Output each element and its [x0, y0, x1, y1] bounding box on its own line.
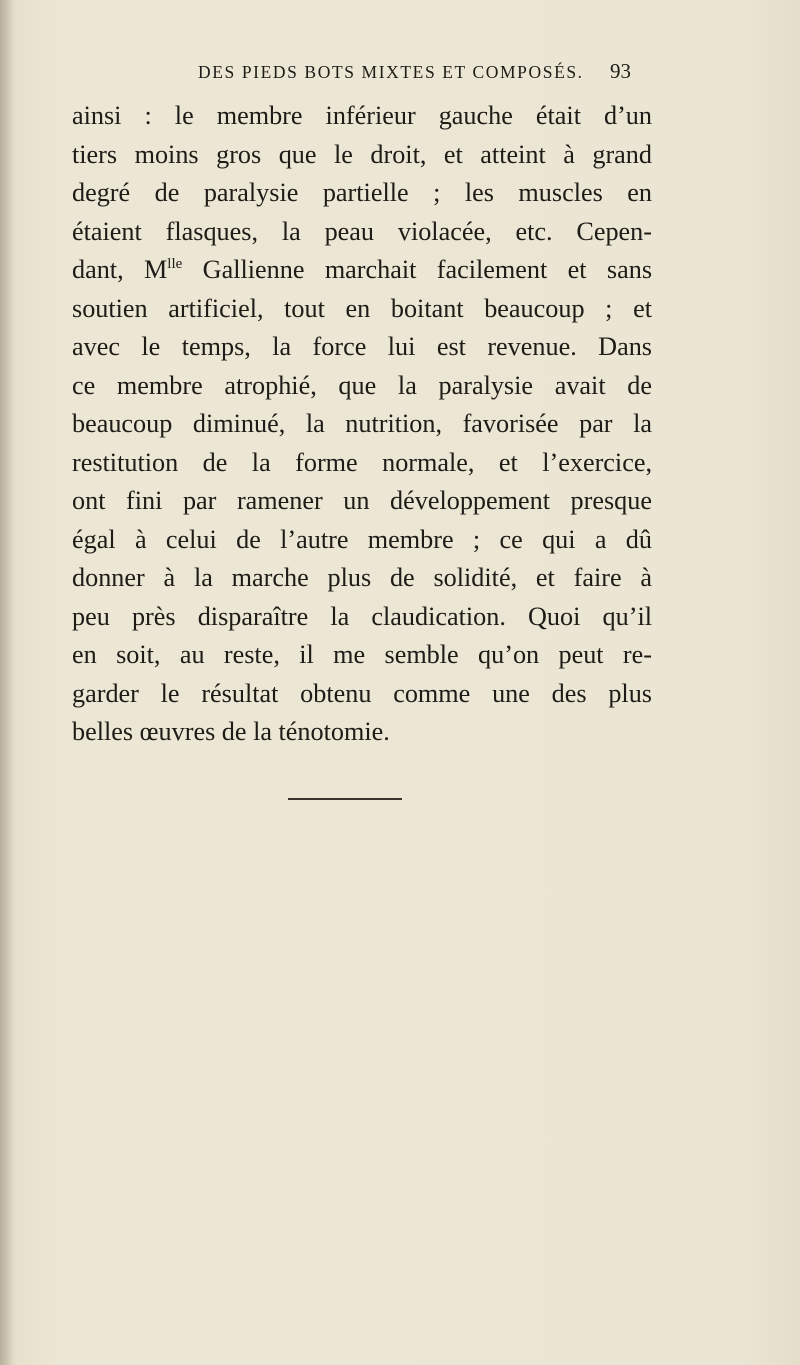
text-line-17: belles œuvres de la ténotomie. — [72, 717, 390, 746]
text-line-15: en soit, au reste, il me semble qu’on peut re- — [72, 640, 652, 669]
section-end-rule — [288, 798, 402, 800]
text-line-14: peu près disparaître la claudication. Quoi qu’il — [72, 601, 652, 631]
text-line-13: donner à la marche plus de solidité, et faire à — [72, 563, 652, 592]
running-title: DES PIEDS BOTS MIXTES ET COMPOSÉS. — [198, 62, 584, 82]
running-head — [0, 59, 800, 92]
text-line-3: degré de paralysie partielle ; les muscles en — [72, 178, 652, 207]
text-line-8: ce membre atrophié, que la paralysie avait de — [72, 370, 652, 400]
text-line-11: ont fini par ramener un développement presque — [72, 486, 652, 515]
text-line-5 — [72, 251, 652, 290]
text-line-6: soutien artificiel, tout en boitant beaucoup ; et — [72, 293, 652, 323]
text-line-7: avec le temps, la force lui est revenue. Dans — [72, 332, 652, 361]
text-line-5-rest: Gallienne marchait facilement et sans — [202, 255, 653, 284]
text-line-9: beaucoup diminué, la nutrition, favorisée par la — [72, 409, 652, 438]
mademoiselle-superscript: lle — [167, 256, 183, 272]
page-number: 93 — [610, 59, 631, 83]
binding-shadow — [0, 0, 14, 1365]
body-paragraph — [72, 97, 652, 752]
text-line-2: tiers moins gros que le droit, et atteint à grand — [72, 139, 652, 169]
text-line-5-prefix: dant, M — [72, 255, 168, 284]
text-line-4: étaient flasques, la peau violacée, etc. Cepen- — [72, 216, 652, 246]
text-line-1: ainsi : le membre inférieur gauche était d’un — [72, 101, 652, 130]
text-line-12: égal à celui de l’autre membre ; ce qui a dû — [72, 524, 652, 554]
text-line-10: restitution de la forme normale, et l’exercice, — [72, 447, 652, 477]
text-line-16: garder le résultat obtenu comme une des plus — [72, 678, 652, 708]
